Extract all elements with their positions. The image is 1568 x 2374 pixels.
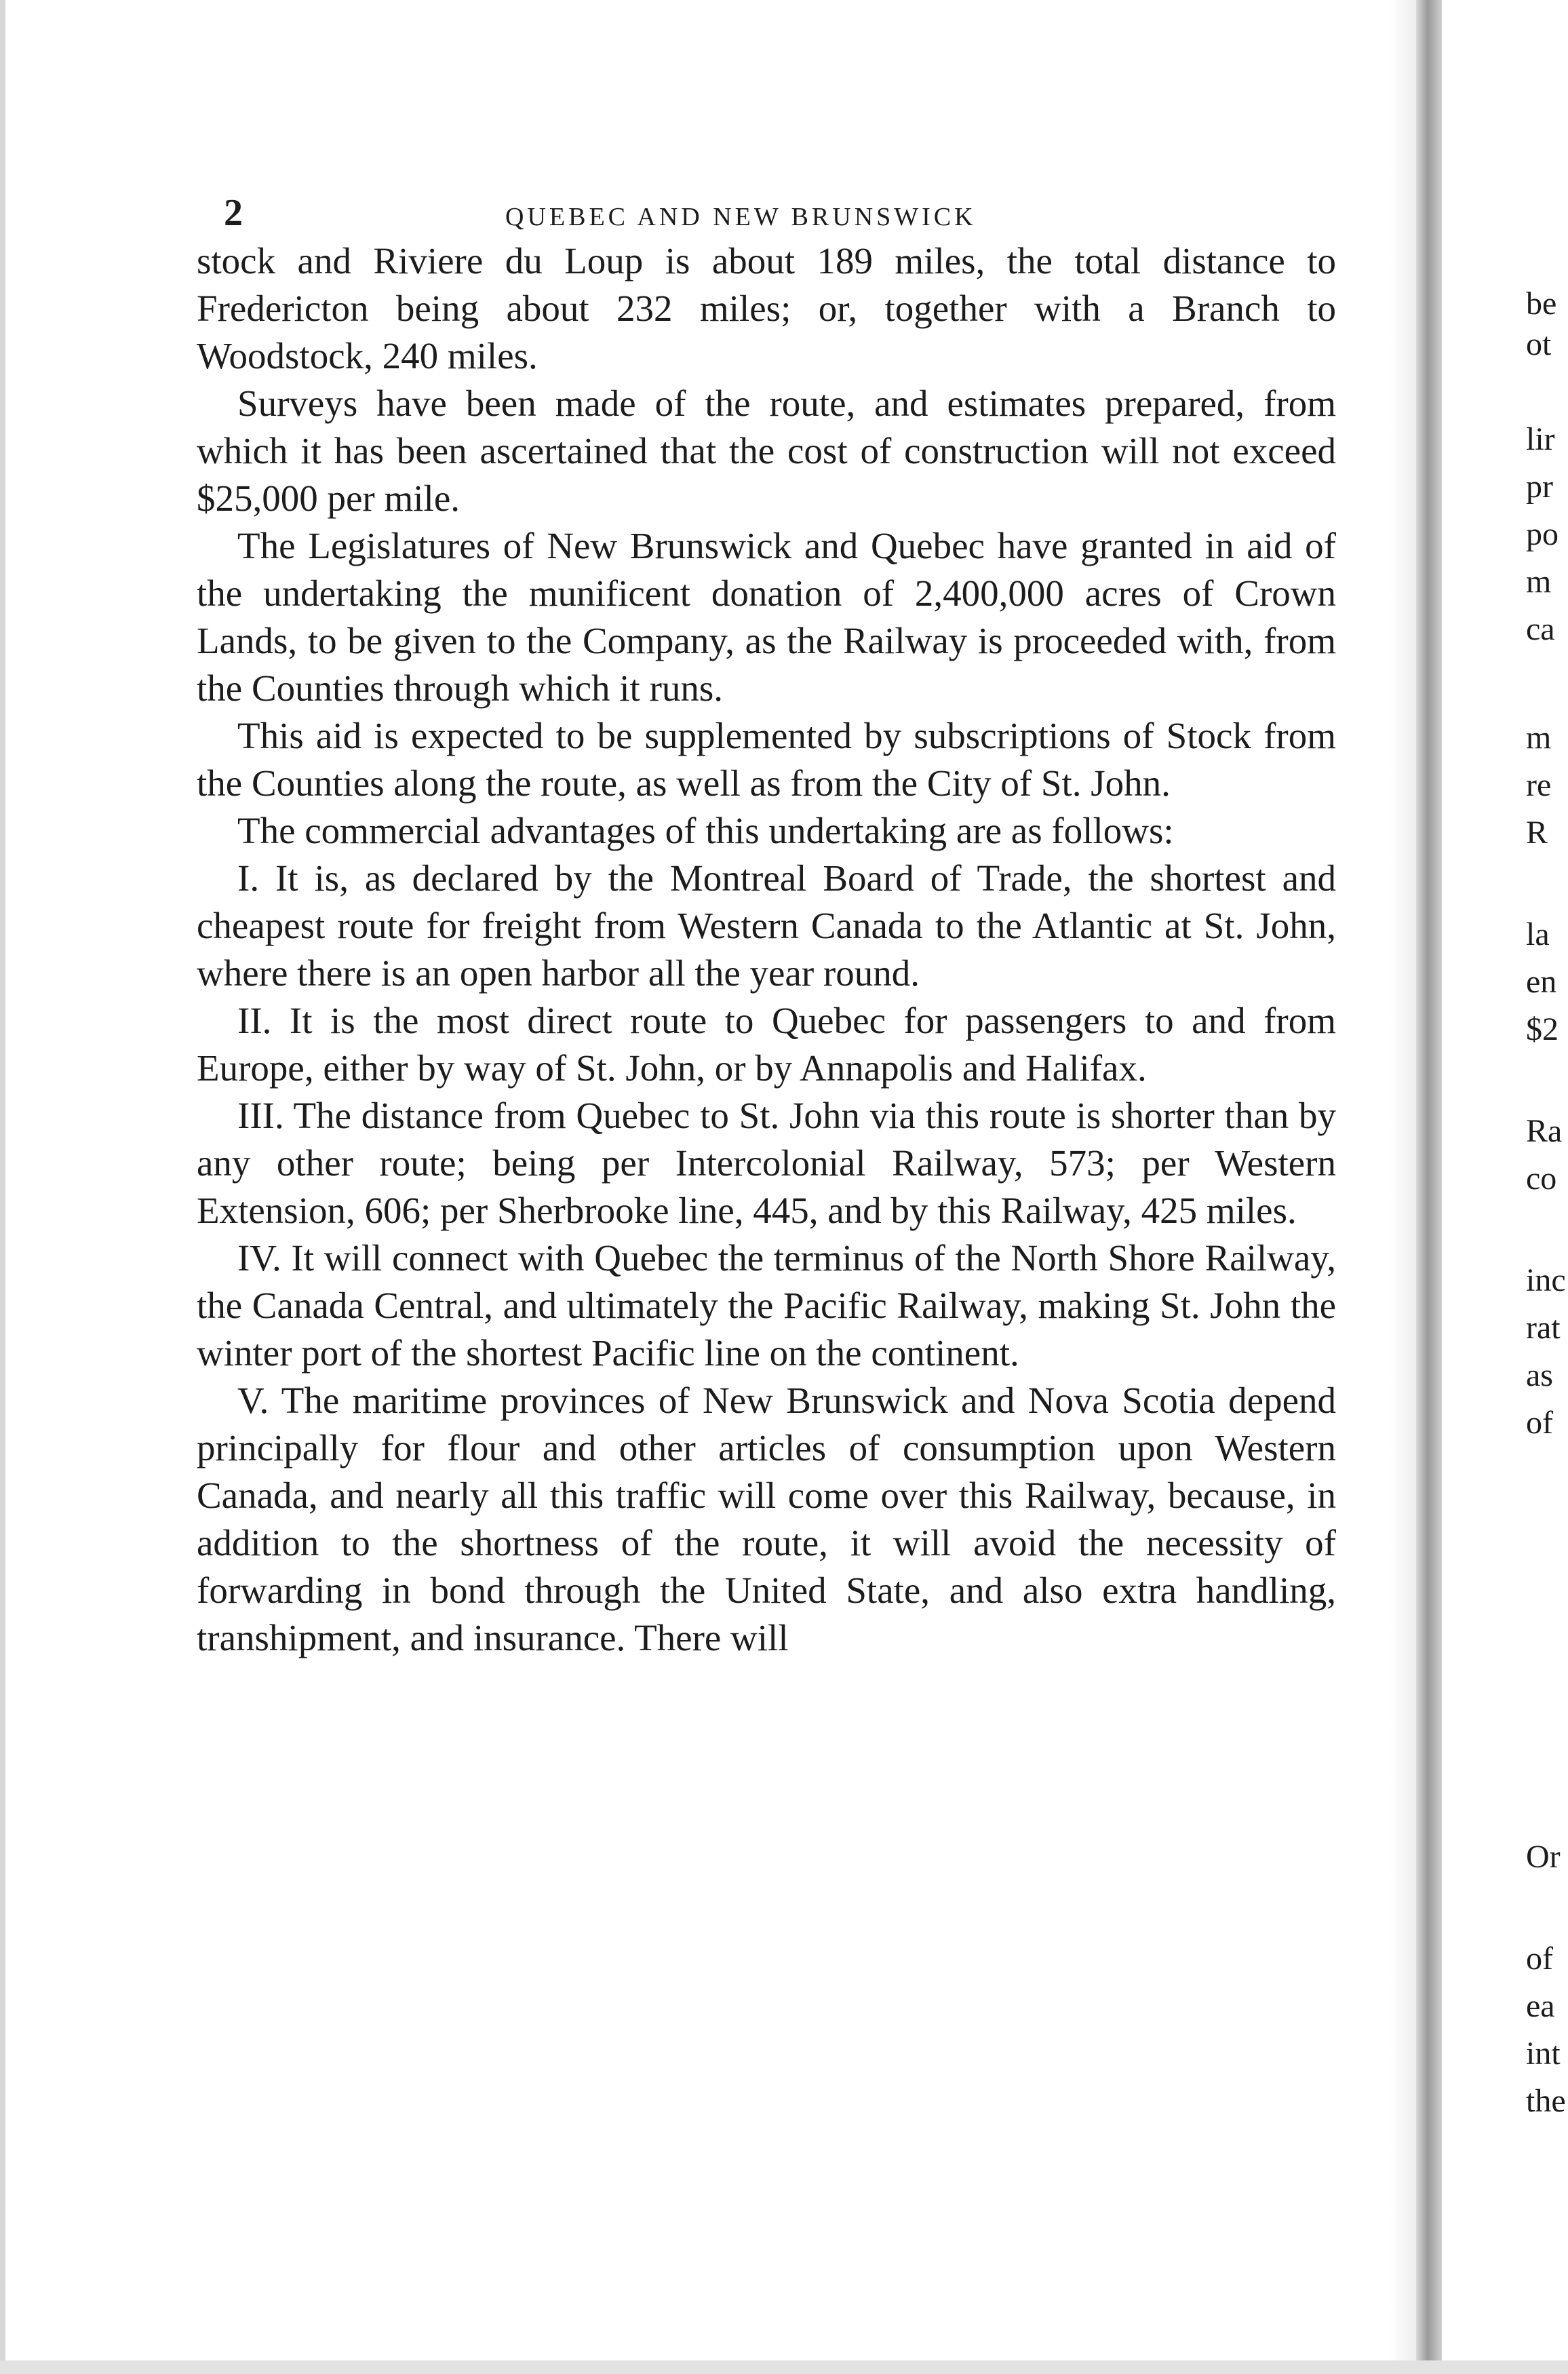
paragraph-advantage-2: II. It is the most direct route to Quebec for passengers to and from Europe, either by way of St. John, or by Annapolis and Halifax. — [197, 1000, 1336, 1089]
paragraph-advantage-5: V. The maritime provinces of New Brunswick and Nova Scotia depend principally for flour and other articles of consumption upon Western Canada, and nearly all this traffic will come over this Railway, because, in addition to the shortness of the route, it will avoid the necessity of forwarding in bond through the United State, and also extra handling, transhipment, and insurance. There will — [197, 1380, 1336, 1658]
scan-bottom-edge — [0, 2360, 1568, 2374]
paragraph-route-distance: stock and Riviere du Loup is about 189 miles, the total distance to Fredericton being about 232 miles; or, together with a Branch to Woodstock, 240 miles. — [197, 240, 1336, 376]
page-header — [197, 176, 1336, 237]
facing-page-fragment: of — [1526, 1941, 1553, 1977]
paragraph-advantage-3: III. The distance from Quebec to St. John via this route is shorter than by any other route; being per Intercolonial Railway, 573; per Western Extension, 606; per Sherbrooke line, 445, and by this Railway, 425 miles. — [197, 1095, 1336, 1231]
facing-page-fragment: $2 — [1526, 1011, 1559, 1047]
facing-page-fragment: la — [1526, 916, 1550, 952]
facing-page-fragment: m — [1526, 720, 1552, 756]
facing-page-fragment: Or — [1526, 1839, 1561, 1875]
facing-page-fragment: Ra — [1526, 1113, 1563, 1149]
page-body — [197, 237, 1336, 1662]
book-spine — [1416, 0, 1442, 2374]
paragraph-advantages-intro: The commercial advantages of this undertaking are as follows: — [237, 810, 1174, 851]
page-number: 2 — [224, 192, 243, 234]
paragraph-surveys: Surveys have been made of the route, and estimates prepared, from which it has been ascertained that the cost of construction will not exceed $25,000 per mile. — [197, 383, 1336, 519]
paragraph-advantage-1: I. It is, as declared by the Montreal Board of Trade, the shortest and cheapest route for freight from Western Canada to the Atlantic at St. John, where there is an open harbor all the year round. — [197, 857, 1336, 994]
facing-page-fragment: rat — [1526, 1310, 1561, 1346]
spine-shadow — [1390, 0, 1417, 2374]
facing-page-fragment: ca — [1526, 611, 1555, 647]
facing-page-fragment: po — [1526, 516, 1559, 552]
facing-page-fragment: ot — [1526, 326, 1552, 362]
book-page — [197, 176, 1336, 1662]
facing-page-fragment: inc — [1526, 1262, 1566, 1298]
facing-page-fragment: int — [1526, 2036, 1561, 2071]
facing-page-edge — [1526, 285, 1568, 2347]
scan-left-edge — [0, 0, 5, 2374]
paragraph-legislatures: The Legislatures of New Brunswick and Quebec have granted in aid of the undertaking the munificent donation of 2,400,000 acres of Crown Lands, to be given to the Company, as the Railway is proceeded with, from the Counties through which it runs. — [197, 525, 1336, 709]
facing-page-fragment: co — [1526, 1161, 1557, 1196]
facing-page-fragment: as — [1526, 1357, 1553, 1393]
facing-page-fragment: of — [1526, 1405, 1553, 1441]
facing-page-fragment: be — [1526, 286, 1557, 322]
paragraph-advantage-4: IV. It will connect with Quebec the terminus of the North Shore Railway, the Canada Central, and ultimately the Pacific Railway, making St. John the winter port of the shortest Pacific line on the continent. — [197, 1237, 1336, 1374]
running-head: QUEBEC AND NEW BRUNSWICK — [505, 203, 977, 231]
facing-page-fragment: ea — [1526, 1988, 1555, 2024]
paragraph-aid: This aid is expected to be supplemented by subscriptions of Stock from the Counties along the route, as well as from the City of St. John. — [197, 715, 1336, 804]
facing-page-fragment: m — [1526, 564, 1552, 600]
facing-page-fragment: R — [1526, 815, 1548, 851]
facing-page-fragment: lir — [1526, 421, 1555, 457]
facing-page-fragment: en — [1526, 964, 1557, 1000]
facing-page-fragment: pr — [1526, 469, 1553, 505]
facing-page-fragment: re — [1526, 767, 1552, 803]
facing-page-fragment: the — [1526, 2083, 1566, 2119]
